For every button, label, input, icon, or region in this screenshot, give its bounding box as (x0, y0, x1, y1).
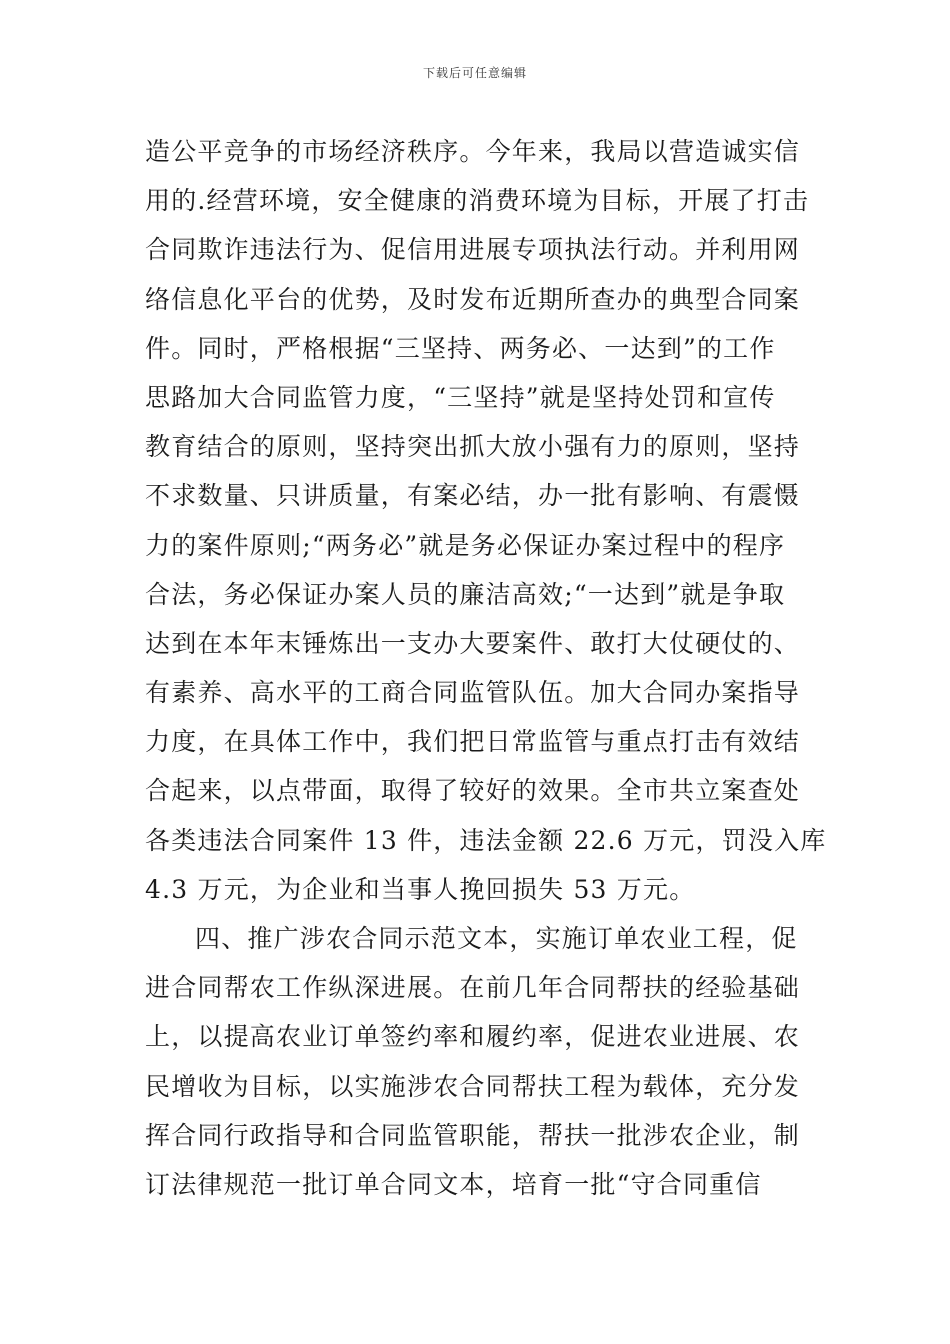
text-line: 用的.经营环境，安全健康的消费环境为目标，开展了打击 (145, 186, 810, 216)
text-line: 有素养、高水平的工商合同监管队伍。加大合同办案指导 (145, 678, 801, 708)
text-line: 络信息化平台的优势，及时发布近期所查办的典型合同案 (145, 284, 801, 314)
text-line: 各类违法合同案件 13 件，违法金额 22.6 万元，罚没入库 (145, 825, 827, 855)
text-line: 合法，务必保证办案人员的廉洁高效;“一达到”就是争取 (145, 579, 786, 609)
text-line: 力的案件原则;“两务必”就是务必保证办案过程中的程序 (145, 530, 786, 560)
text-line: 力度，在具体工作中，我们把日常监管与重点打击有效结 (145, 727, 801, 757)
text-line: 合起来，以点带面，取得了较好的效果。全市共立案查处 (145, 776, 801, 806)
page-header-note: 下载后可任意编辑 (422, 66, 527, 80)
text-line: 合同欺诈违法行为、促信用进展专项执法行动。并利用网 (145, 235, 801, 265)
text-line: 4.3 万元，为企业和当事人挽回损失 53 万元。 (145, 874, 696, 904)
text-line: 达到在本年末锤炼出一支办大要案件、敢打大仗硬仗的、 (145, 628, 801, 658)
text-line: 不求数量、只讲质量，有案必结，办一批有影响、有震慑 (145, 481, 801, 511)
text-line: 思路加大合同监管力度，“三坚持”就是坚持处罚和宣传 (145, 382, 776, 412)
text-line: 进合同帮农工作纵深进展。在前几年合同帮扶的经验基础 (145, 973, 801, 1003)
text-line: 教育结合的原则，坚持突出抓大放小强有力的原则，坚持 (145, 432, 801, 462)
text-line: 民增收为目标，以实施涉农合同帮扶工程为载体，充分发 (145, 1071, 801, 1101)
paragraph-2 (145, 914, 810, 1209)
document-body (145, 127, 827, 1209)
text-line: 上，以提高农业订单签约率和履约率，促进农业进展、农 (145, 1022, 801, 1052)
text-line: 件。同时，严格根据“三坚持、两务必、一达到”的工作 (145, 333, 776, 363)
text-line: 挥合同行政指导和合同监管职能，帮扶一批涉农企业，制 (145, 1120, 801, 1150)
text-line: 四、推广涉农合同示范文本，实施订单农业工程，促 (195, 924, 798, 953)
text-line: 造公平竞争的市场经济秩序。今年来，我局以营造诚实信 (145, 137, 801, 166)
text-line: 订法律规范一批订单合同文本，培育一批“守合同重信 (145, 1169, 762, 1199)
paragraph-1 (145, 127, 827, 914)
